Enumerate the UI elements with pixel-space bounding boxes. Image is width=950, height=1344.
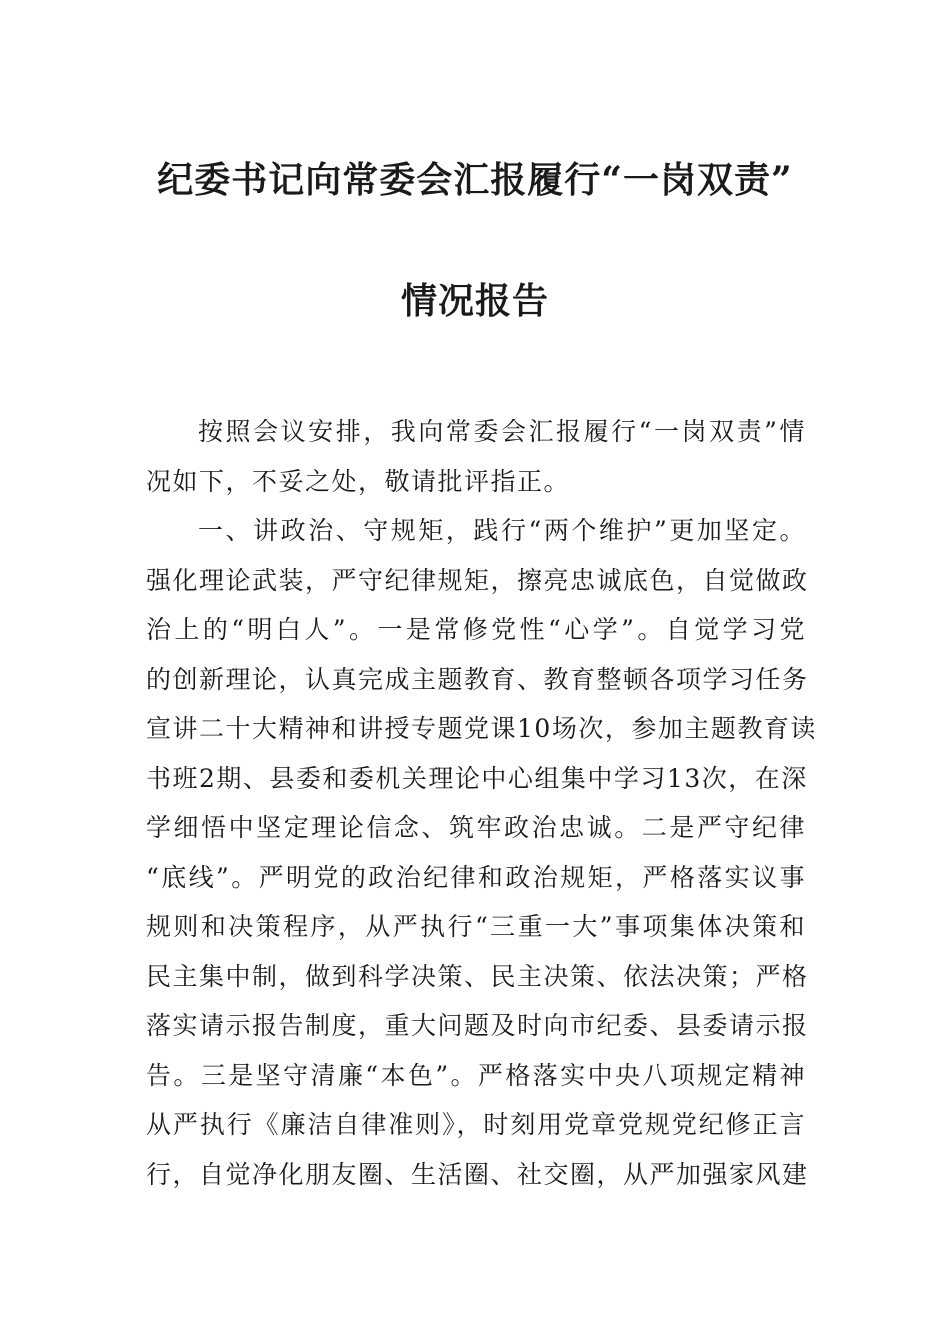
body-line: 落实请示报告制度，重大问题及时向市纪委、县委请示报: [146, 1011, 809, 1040]
body-line: 况如下，不妥之处，敬请批评指正。: [146, 466, 571, 496]
body-line: 学细悟中坚定理论信念、筑牢政治忠诚。二是严守纪律: [146, 813, 806, 842]
body-line: 的创新理论，认真完成主题教育、教育整顿各项学习任务: [146, 664, 809, 694]
body-line: 规则和决策程序，从严执行“三重一大”事项集体决策和: [146, 912, 806, 941]
body-line: 按照会议安排，我向常委会汇报履行“一岗双责”情: [198, 417, 806, 446]
body-line: 行，自觉净化朋友圈、生活圈、社交圈，从严加强家风建: [146, 1159, 809, 1189]
body-line: 民主集中制，做到科学决策、民主决策、依法决策；严格: [146, 961, 809, 991]
body-line: 治上的“明白人”。一是常修党性“心学”。自觉学习党: [146, 615, 806, 644]
body-line: “底线”。严明党的政治纪律和政治规矩，严格落实议事: [146, 862, 806, 892]
body-line: 宣讲二十大精神和讲授专题党课10场次，参加主题教育读: [146, 714, 817, 743]
body-line: 告。三是坚守清廉“本色”。严格落实中央八项规定精神: [146, 1060, 806, 1090]
document-title-line-1: 纪委书记向常委会汇报履行“一岗双责”: [157, 159, 793, 201]
document-body: [146, 414, 817, 1206]
body-line: 从严执行《廉洁自律准则》，时刻用党章党规党纪修正言: [146, 1110, 806, 1139]
document-title-line-2: 情况报告: [400, 280, 549, 322]
body-line: 强化理论武装，严守纪律规矩，擦亮忠诚底色，自觉做政: [146, 565, 809, 595]
body-line: 一、讲政治、守规矩，践行“两个维护”更加坚定。: [198, 516, 806, 545]
body-line: 书班2期、县委和委机关理论中心组集中学习13次，在深: [146, 763, 808, 793]
